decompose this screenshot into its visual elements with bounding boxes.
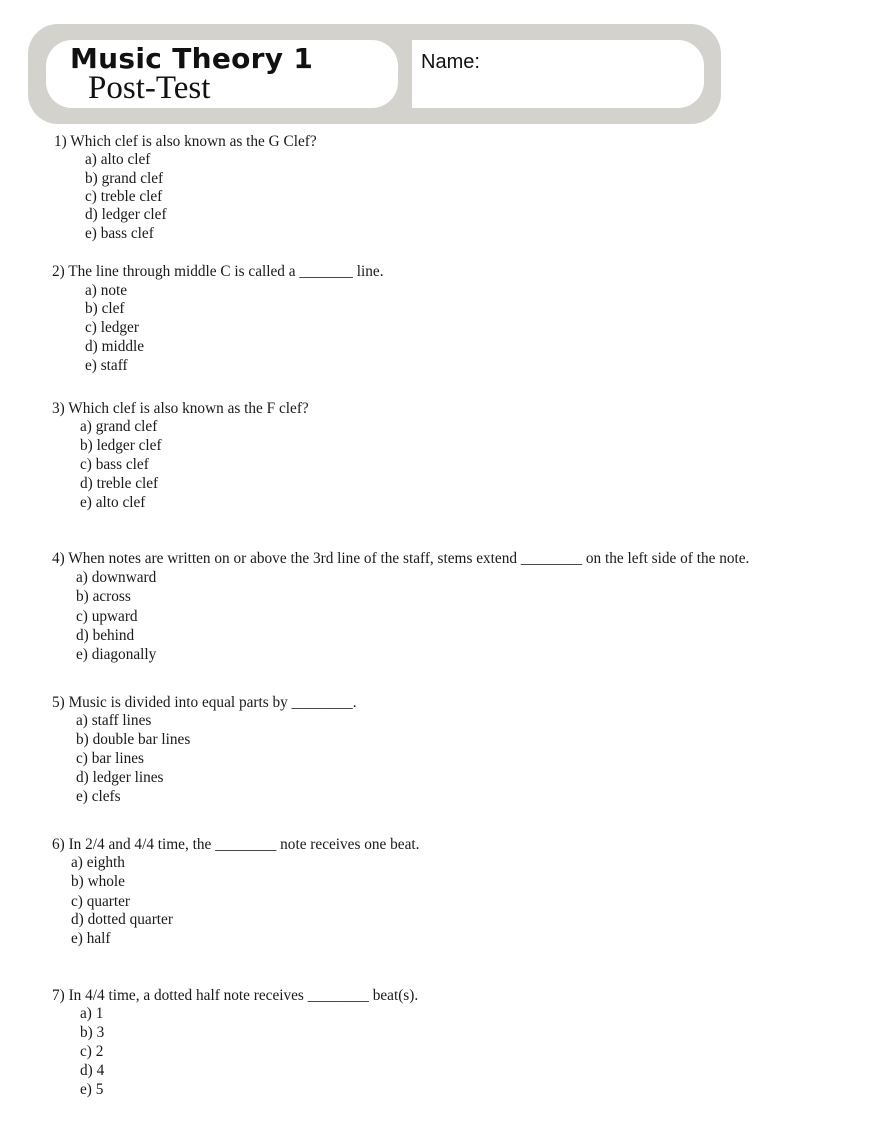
answer-option: c) upward: [76, 608, 138, 625]
answer-option: d) middle: [85, 338, 145, 355]
answer-option: e) half: [71, 930, 111, 947]
answer-option: b) across: [76, 588, 131, 605]
answer-option: a) staff lines: [76, 712, 152, 729]
answer-option: d) ledger lines: [76, 769, 164, 786]
answer-option: e) 5: [80, 1081, 104, 1098]
answer-option: a) grand clef: [80, 418, 158, 435]
question-text: 5) Music is divided into equal parts by ________.: [52, 694, 357, 711]
answer-option: a) downward: [76, 569, 157, 586]
answer-option: a) 1: [80, 1005, 104, 1022]
answer-option: b) 3: [80, 1024, 105, 1041]
answer-option: b) clef: [85, 300, 125, 317]
answer-option: b) whole: [71, 873, 125, 890]
answer-option: a) eighth: [71, 854, 125, 871]
answer-option: c) treble clef: [85, 188, 163, 205]
answer-option: c) bass clef: [80, 456, 149, 473]
answer-option: b) ledger clef: [80, 437, 162, 454]
question-text: 3) Which clef is also known as the F clef?: [52, 400, 309, 417]
answer-option: c) 2: [80, 1043, 104, 1060]
name-label: Name:: [421, 51, 480, 73]
answer-option: e) diagonally: [76, 646, 157, 663]
answer-option: e) clefs: [76, 788, 121, 805]
question-text: 2) The line through middle C is called a _______ line.: [52, 263, 384, 280]
answer-option: d) treble clef: [80, 475, 159, 492]
answer-option: d) behind: [76, 627, 135, 644]
answer-option: e) alto clef: [80, 494, 146, 511]
answer-option: c) ledger: [85, 319, 139, 336]
page-title: Music Theory 1: [70, 42, 314, 75]
answer-option: a) note: [85, 282, 128, 299]
answer-option: d) 4: [80, 1062, 105, 1079]
answer-option: e) staff: [85, 357, 128, 374]
answer-option: b) grand clef: [85, 170, 164, 187]
answer-option: a) alto clef: [85, 151, 151, 168]
answer-option: e) bass clef: [85, 225, 154, 242]
question-text: 1) Which clef is also known as the G Clef?: [54, 133, 317, 150]
page-subtitle: Post-Test: [88, 70, 211, 106]
question-text: 6) In 2/4 and 4/4 time, the ________ note receives one beat.: [52, 836, 420, 853]
answer-option: d) ledger clef: [85, 206, 167, 223]
answer-option: c) bar lines: [76, 750, 144, 767]
question-text: 4) When notes are written on or above the 3rd line of the staff, stems extend ________ on the left side of the note.: [52, 550, 750, 567]
question-text: 7) In 4/4 time, a dotted half note receives ________ beat(s).: [52, 987, 419, 1004]
answer-option: d) dotted quarter: [71, 911, 173, 928]
answer-option: b) double bar lines: [76, 731, 191, 748]
answer-option: c) quarter: [71, 893, 131, 910]
